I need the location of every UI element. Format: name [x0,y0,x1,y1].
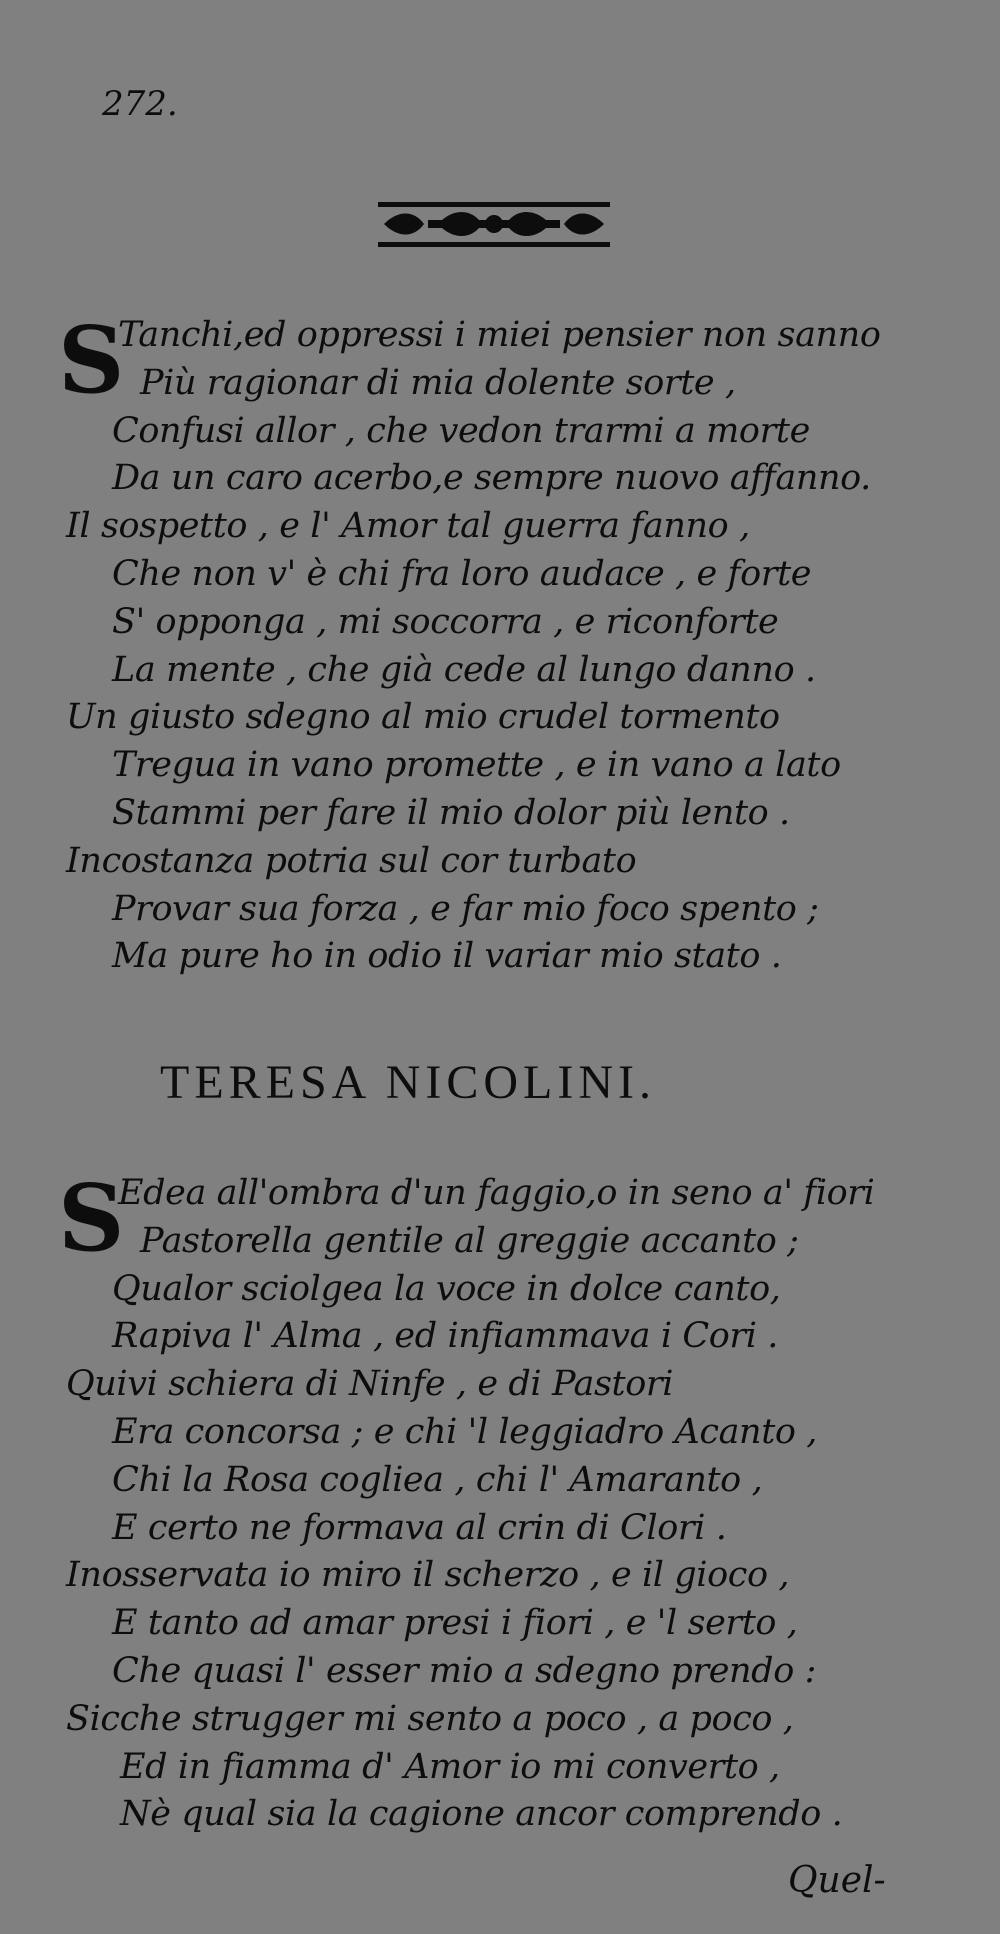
sonnet-1 [0,306,1000,981]
poem-line: E certo ne formava al crin di Clori . [112,1507,727,1548]
poem-line: S' opponga , mi soccorra , e riconforte [112,601,779,642]
poem-line: Ma pure ho in odio il variar mio stato . [112,936,782,977]
poem-line: Da un caro acerbo,e sempre nuovo affanno. [112,458,871,499]
poem-line: Più ragionar di mia dolente sorte , [140,362,736,403]
catchword: Quel- [788,1860,886,1901]
poem-line: Tregua in vano promette , e in vano a lato [112,745,841,786]
page-number: 272. [102,84,178,124]
poem-line: Era concorsa ; e chi 'l leggiadro Acanto , [112,1411,817,1452]
poem-line: Che non v' è chi fra loro audace , e forte [112,553,812,594]
drop-cap: S [58,1164,125,1272]
poem-line: Inosservata io miro il scherzo , e il gioco , [66,1555,790,1596]
poem-line: Un giusto sdegno al mio crudel tormento [66,697,780,738]
poem-line: Ed in fiamma d' Amor io mi converto , [120,1746,780,1787]
poem-line: Rapiva l' Alma , ed infiammava i Cori . [112,1316,778,1357]
poem-line: Pastorella gentile al greggie accanto ; [140,1220,799,1261]
decorative-headpiece-ornament [378,196,610,254]
poem-line: La mente , che già cede al lungo danno . [112,649,816,690]
sonnet-2 [0,1164,1000,1839]
poem-line: Stammi per fare il mio dolor più lento . [112,792,790,833]
poem-line: Quivi schiera di Ninfe , e di Pastori [66,1364,674,1405]
poem-line: Provar sua forza , e far mio foco spento ; [112,888,819,929]
author-heading: TERESA NICOLINI. [160,1056,656,1109]
poem-line: Confusi allor , che vedon trarmi a morte [112,410,810,451]
poem-line: Tanchi,ed oppressi i miei pensier non sanno [118,315,881,355]
drop-cap: S [58,306,125,414]
poem-line: Nè qual sia la cagione ancor comprendo . [120,1794,843,1835]
poem-line: Che quasi l' esser mio a sdegno prendo : [112,1650,816,1691]
poem-line: Incostanza potria sul cor turbato [66,840,637,881]
poem-line: Edea all'ombra d'un faggio,o in seno a' fiori [118,1173,875,1213]
poem-line: E tanto ad amar presi i fiori , e 'l serto , [112,1603,798,1644]
poem-line: Qualor sciolgea la voce in dolce canto, [112,1268,781,1309]
poem-line: Sicche strugger mi sento a poco , a poco , [66,1698,794,1739]
poem-line: Il sospetto , e l' Amor tal guerra fanno , [66,506,750,547]
poem-line: Chi la Rosa cogliea , chi l' Amaranto , [112,1459,763,1500]
